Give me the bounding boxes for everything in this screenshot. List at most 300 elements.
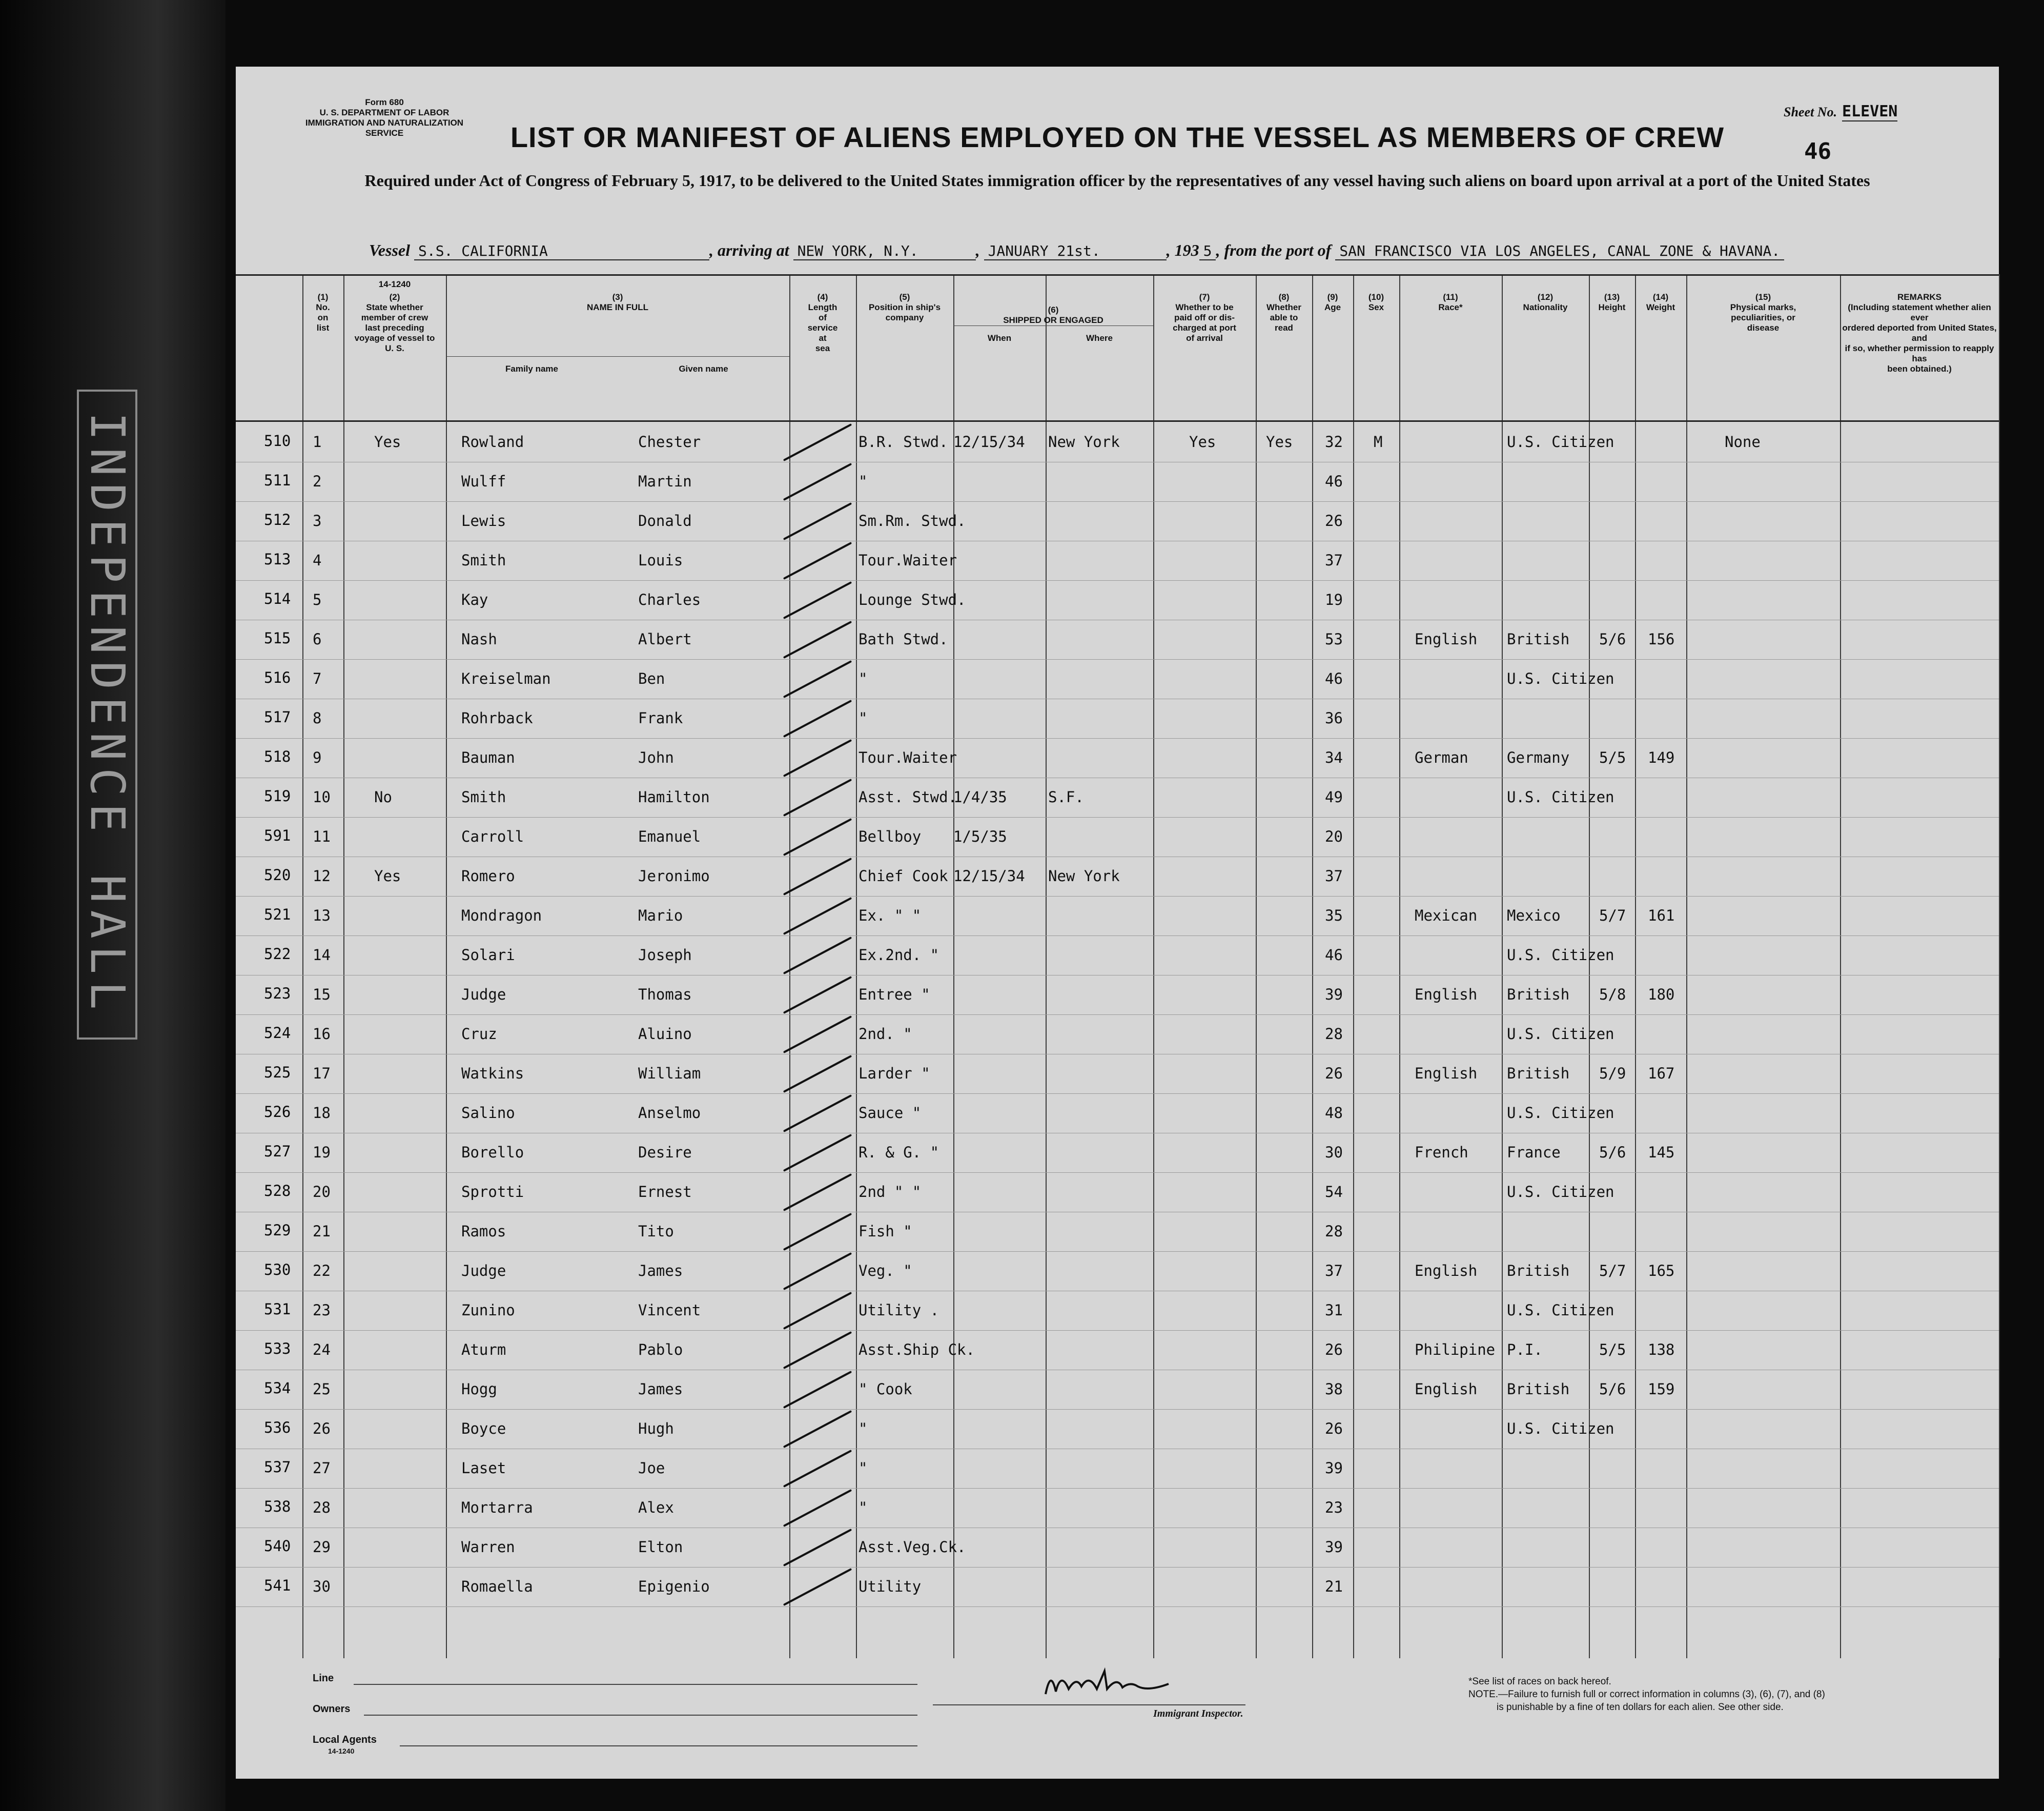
service-checkmark [783,1292,852,1330]
handwritten-number: 526 [264,1103,291,1121]
table-row [236,1489,1999,1528]
height-cell: 5/5 [1599,749,1626,766]
family-name-cell: Kay [461,591,488,608]
family-name-cell: Solari [461,946,515,964]
age-cell: 39 [1325,1538,1343,1556]
age-cell: 34 [1325,749,1343,766]
arrival-date: JANUARY 21st. [984,242,1167,260]
handwritten-number: 591 [264,827,291,844]
col-header-nationality: (12) Nationality [1523,292,1568,312]
family-name-cell: Wulff [461,473,506,490]
family-name-cell: Nash [461,630,497,648]
table-row [236,975,1999,1015]
family-name-cell: Aturm [461,1341,506,1358]
height-cell: 5/6 [1599,630,1626,648]
table-row [236,818,1999,857]
table-row [236,423,1999,462]
age-cell: 37 [1325,1262,1343,1279]
crew-table [236,274,1999,1658]
given-name-cell: Frank [638,709,683,727]
table-row [236,1054,1999,1094]
handwritten-number: 510 [264,432,291,450]
handwritten-number: 534 [264,1379,291,1397]
race-cell: Philipine [1415,1341,1496,1358]
able-to-read-cell: Yes [1266,433,1293,451]
table-row [236,1094,1999,1133]
row-number: 3 [313,512,322,530]
given-name-cell: Alex [638,1499,674,1516]
position-cell: " [859,1420,868,1437]
given-name-cell: Emanuel [638,828,701,845]
shipped-when-cell: 1/5/35 [953,828,1007,845]
weight-cell: 180 [1648,986,1675,1003]
weight-cell: 159 [1648,1380,1675,1398]
family-name-cell: Rowland [461,433,524,451]
position-cell: Entree " [859,986,930,1003]
family-name-cell: Cruz [461,1025,497,1043]
position-cell: 2nd. " [859,1025,912,1043]
given-name-cell: Mario [638,907,683,924]
col-header-paid-off: (7) Whether to be paid off or dis- charged at port of arrival [1173,292,1236,343]
fine-note-2: is punishable by a fine of ten dollars for each alien. See other side. [1497,1702,1784,1713]
given-name-cell: Anselmo [638,1104,701,1122]
row-number: 11 [313,828,331,845]
family-name-cell: Rohrback [461,709,533,727]
age-cell: 21 [1325,1578,1343,1595]
handwritten-number: 540 [264,1537,291,1555]
table-row [236,739,1999,778]
position-cell: " [859,1459,868,1477]
age-cell: 30 [1325,1144,1343,1161]
given-name-cell: Jeronimo [638,867,710,885]
nationality-cell: U.S. Citizen [1507,433,1614,451]
prev-voyage-cell: Yes [374,867,401,885]
service-checkmark [783,1568,852,1606]
col-header-position: (5) Position in ship's company [868,292,941,322]
nationality-cell: U.S. Citizen [1507,946,1614,964]
family-name-cell: Mondragon [461,907,542,924]
nationality-cell: British [1507,630,1570,648]
family-name-cell: Lewis [461,512,506,530]
given-name-cell: Elton [638,1538,683,1556]
family-name-cell: Judge [461,1262,506,1279]
given-name-cell: William [638,1065,701,1082]
row-number: 30 [313,1578,331,1595]
family-name-cell: Mortarra [461,1499,533,1516]
table-row [236,581,1999,620]
handwritten-number: 519 [264,787,291,805]
row-number: 13 [313,907,331,924]
service-checkmark [783,1489,852,1527]
handwritten-number: 513 [264,551,291,568]
given-name-cell: Pablo [638,1341,683,1358]
table-row [236,897,1999,936]
row-number: 6 [313,630,322,648]
handwritten-number: 527 [264,1143,291,1160]
position-cell: Bath Stwd. [859,630,948,648]
physical-marks-cell: None [1725,433,1761,451]
owners-label: Owners [313,1703,351,1715]
given-name-cell: Hugh [638,1420,674,1437]
table-row [236,1410,1999,1449]
position-cell: Utility . [859,1301,939,1319]
row-number: 14 [313,946,331,964]
nationality-cell: U.S. Citizen [1507,788,1614,806]
row-number: 8 [313,709,322,727]
given-name-cell: Tito [638,1223,674,1240]
family-name-cell: Borello [461,1144,524,1161]
age-cell: 38 [1325,1380,1343,1398]
weight-cell: 167 [1648,1065,1675,1082]
service-checkmark [783,937,852,974]
handwritten-number: 512 [264,511,291,528]
position-cell: Ex.2nd. " [859,946,939,964]
row-number: 12 [313,867,331,885]
row-number: 25 [313,1380,331,1398]
col-header-read: (8) Whether able to read [1266,292,1301,333]
handwritten-number: 518 [264,748,291,765]
age-cell: 39 [1325,986,1343,1003]
col-header-when: When [987,333,1012,343]
fine-note: NOTE.—Failure to furnish full or correct information in columns (3), (6), (7), and (8) [1468,1689,1825,1700]
height-cell: 5/6 [1599,1380,1626,1398]
table-row [236,699,1999,739]
height-cell: 5/9 [1599,1065,1626,1082]
weight-cell: 165 [1648,1262,1675,1279]
row-number: 18 [313,1104,331,1122]
service-checkmark [783,1094,852,1132]
service-checkmark [783,700,852,738]
from-label: , from the port of [1216,241,1332,259]
table-row [236,541,1999,581]
table-row [236,1015,1999,1054]
service-checkmark [783,779,852,817]
position-cell: 2nd " " [859,1183,922,1200]
position-cell: " [859,473,868,490]
requirement-text: Required under Act of Congress of February 5, 1917, to be delivered to the United States immigration officer by the representatives of any vessel having such aliens on board upon arrival at a port of the United States [364,171,1870,190]
col-header-prev-voyage: (2) State whether member of crew last preceding voyage of vessel to U. S. [354,292,435,353]
table-row [236,462,1999,502]
age-cell: 20 [1325,828,1343,845]
paid-off-cell: Yes [1189,433,1216,451]
row-number: 21 [313,1223,331,1240]
age-cell: 54 [1325,1183,1343,1200]
shipped-where-cell: S.F. [1048,788,1084,806]
handwritten-number: 521 [264,906,291,923]
service-checkmark [783,542,852,580]
col-header-sex: (10) Sex [1368,292,1384,312]
service-checkmark [783,1173,852,1211]
bureau: IMMIGRATION AND NATURALIZATION SERVICE [305,118,464,138]
col-header-remarks: REMARKS (Including statement whether alien ever ordered deported from United States, and if so, whether permission to reapply has been obtained.) [1842,292,1997,374]
table-row [236,936,1999,975]
age-cell: 37 [1325,552,1343,569]
col-header-name: (3) NAME IN FULL [587,292,648,312]
age-cell: 26 [1325,512,1343,530]
department: U. S. DEPARTMENT OF LABOR [319,108,449,117]
column-rule [1999,274,2000,1658]
row-number: 16 [313,1025,331,1043]
given-name-cell: Vincent [638,1301,701,1319]
sheet-number [1784,103,1897,120]
row-number: 20 [313,1183,331,1200]
given-name-cell: Aluino [638,1025,692,1043]
nationality-cell: U.S. Citizen [1507,1025,1614,1043]
col-header-weight: (14) Weight [1646,292,1675,312]
service-checkmark [783,1213,852,1251]
given-name-cell: James [638,1262,683,1279]
handwritten-number: 533 [264,1340,291,1357]
row-number: 4 [313,552,322,569]
given-name-cell: Donald [638,512,692,530]
col-header-age: (9) Age [1324,292,1341,312]
line-label: Line [313,1673,334,1684]
position-cell: Chief Cook [859,867,948,885]
service-checkmark [783,739,852,777]
handwritten-number: 517 [264,708,291,726]
handwritten-number: 536 [264,1419,291,1436]
row-number: 15 [313,986,331,1003]
handwritten-number: 523 [264,985,291,1002]
race-cell: English [1415,630,1478,648]
table-row [236,1252,1999,1291]
family-name-cell: Watkins [461,1065,524,1082]
service-checkmark [783,502,852,540]
prev-voyage-cell: No [374,788,392,806]
table-row [236,502,1999,541]
family-name-cell: Smith [461,788,506,806]
race-cell: German [1415,749,1468,766]
age-cell: 26 [1325,1065,1343,1082]
age-cell: 53 [1325,630,1343,648]
weight-cell: 138 [1648,1341,1675,1358]
subheader-rule [953,325,1153,326]
position-cell: B.R. Stwd. [859,433,948,451]
given-name-cell: Charles [638,591,701,608]
weight-cell: 149 [1648,749,1675,766]
vessel-label: Vessel [369,241,410,259]
col-header-race: (11) Race* [1438,292,1463,312]
nationality-cell: British [1507,986,1570,1003]
col-header-shipped: (6) SHIPPED OR ENGAGED [1003,305,1103,325]
row-number: 24 [313,1341,331,1358]
handwritten-number: 514 [264,590,291,607]
row-number: 22 [313,1262,331,1279]
nationality-cell: British [1507,1065,1570,1082]
service-checkmark [783,581,852,619]
position-cell: Tour.Waiter [859,552,957,569]
shipped-where-cell: New York [1048,867,1120,885]
nationality-cell: France [1507,1144,1561,1161]
family-name-cell: Salino [461,1104,515,1122]
service-checkmark [783,858,852,896]
nationality-cell: Germany [1507,749,1570,766]
weight-cell: 156 [1648,630,1675,648]
service-checkmark [783,1252,852,1290]
age-cell: 26 [1325,1341,1343,1358]
col-header-tag: 14-1240 [378,279,411,289]
nationality-cell: U.S. Citizen [1507,1420,1614,1437]
nationality-cell: Mexico [1507,907,1561,924]
side-stamp: INDEPENDENCE HALL [77,390,137,1040]
service-checkmark [783,1371,852,1409]
family-name-cell: Kreiselman [461,670,551,687]
handwritten-number: 522 [264,945,291,963]
age-cell: 32 [1325,433,1343,451]
handwritten-number: 537 [264,1458,291,1476]
vessel-name: S.S. CALIFORNIA [414,242,709,260]
table-row [236,1449,1999,1489]
shipped-when-cell: 12/15/34 [953,433,1025,451]
shipped-when-cell: 1/4/35 [953,788,1007,806]
position-cell: Utility [859,1578,922,1595]
prev-voyage-cell: Yes [374,433,401,451]
height-cell: 5/5 [1599,1341,1626,1358]
family-name-cell: Ramos [461,1223,506,1240]
age-cell: 49 [1325,788,1343,806]
col-header-family-name: Family name [505,364,558,374]
race-cell: French [1415,1144,1468,1161]
col-header-where: Where [1086,333,1113,343]
race-cell: English [1415,1262,1478,1279]
age-cell: 23 [1325,1499,1343,1516]
table-row [236,1173,1999,1212]
age-cell: 37 [1325,867,1343,885]
family-name-cell: Zunino [461,1301,515,1319]
family-name-cell: Laset [461,1459,506,1477]
row-number: 7 [313,670,322,687]
handwritten-number: 516 [264,669,291,686]
col-header-given-name: Given name [679,364,728,374]
family-name-cell: Boyce [461,1420,506,1437]
race-cell: Mexican [1415,907,1478,924]
table-row [236,1370,1999,1410]
given-name-cell: Ernest [638,1183,692,1200]
subheader-rule [446,356,789,357]
given-name-cell: Joe [638,1459,665,1477]
header-rule [236,420,1999,422]
age-cell: 19 [1325,591,1343,608]
weight-cell: 145 [1648,1144,1675,1161]
nationality-cell: U.S. Citizen [1507,1183,1614,1200]
handwritten-number: 511 [264,472,291,489]
form-number: Form 680 [365,97,404,107]
family-name-cell: Bauman [461,749,515,766]
family-name-cell: Warren [461,1538,515,1556]
given-name-cell: John [638,749,674,766]
family-name-cell: Hogg [461,1380,497,1398]
age-cell: 35 [1325,907,1343,924]
owners-field [364,1715,917,1716]
col-header-service: (4) Length of service at sea [807,292,838,353]
sheet-value: ELEVEN [1842,103,1898,120]
nationality-cell: British [1507,1262,1570,1279]
col-header-number: (1) No. on list [316,292,330,333]
table-row [236,1133,1999,1173]
row-number: 1 [313,433,322,451]
handwritten-number: 531 [264,1300,291,1318]
given-name-cell: Chester [638,433,701,451]
given-name-cell: Albert [638,630,692,648]
handwritten-number: 528 [264,1182,291,1199]
handwritten-number: 530 [264,1261,291,1278]
table-row [236,1212,1999,1252]
service-checkmark [783,897,852,935]
family-name-cell: Sprotti [461,1183,524,1200]
position-cell: Asst.Veg.Ck. [859,1538,966,1556]
position-cell: Asst. Stwd. [859,788,957,806]
age-cell: 48 [1325,1104,1343,1122]
document-title: LIST OR MANIFEST OF ALIENS EMPLOYED ON THE VESSEL AS MEMBERS OF CREW [510,121,1725,153]
agents-tag: 14-1240 [328,1747,355,1755]
table-row [236,1568,1999,1607]
year-suffix: 5 [1199,242,1216,260]
agents-label: Local Agents [313,1734,377,1745]
service-checkmark [783,1410,852,1448]
table-row [236,778,1999,818]
handwritten-number: 529 [264,1222,291,1239]
position-cell: Veg. " [859,1262,912,1279]
race-cell: English [1415,1380,1478,1398]
sheet-label: Sheet No. [1784,105,1837,119]
service-checkmark [783,660,852,698]
service-checkmark [783,1055,852,1093]
row-number: 26 [313,1420,331,1437]
row-number: 2 [313,473,322,490]
given-name-cell: Thomas [638,986,692,1003]
given-name-cell: Epigenio [638,1578,710,1595]
table-row [236,1331,1999,1370]
service-checkmark [783,976,852,1014]
family-name-cell: Romero [461,867,515,885]
handwritten-number: 525 [264,1064,291,1081]
inspector-line [933,1704,1245,1705]
height-cell: 5/7 [1599,1262,1626,1279]
shipped-where-cell: New York [1048,433,1120,451]
position-cell: Bellboy [859,828,922,845]
line-field [354,1684,917,1685]
table-row [236,857,1999,897]
service-checkmark [783,1331,852,1369]
service-checkmark [783,1015,852,1053]
position-cell: " [859,709,868,727]
position-cell: Sm.Rm. Stwd. [859,512,966,530]
given-name-cell: Ben [638,670,665,687]
sex-cell: M [1374,433,1383,451]
age-cell: 28 [1325,1223,1343,1240]
position-cell: Asst.Ship Ck. [859,1341,975,1358]
given-name-cell: Hamilton [638,788,710,806]
handwritten-number: 541 [264,1577,291,1594]
nationality-cell: U.S. Citizen [1507,1301,1614,1319]
agents-field [400,1745,917,1746]
position-cell: " [859,1499,868,1516]
position-cell: R. & G. " [859,1144,939,1161]
age-cell: 31 [1325,1301,1343,1319]
height-cell: 5/6 [1599,1144,1626,1161]
age-cell: 39 [1325,1459,1343,1477]
race-note: *See list of races on back hereof. [1468,1676,1611,1687]
race-cell: English [1415,1065,1478,1082]
position-cell: " [859,670,868,687]
given-name-cell: Desire [638,1144,692,1161]
row-number: 23 [313,1301,331,1319]
row-number: 27 [313,1459,331,1477]
age-cell: 46 [1325,473,1343,490]
height-cell: 5/8 [1599,986,1626,1003]
given-name-cell: Martin [638,473,692,490]
row-number: 29 [313,1538,331,1556]
